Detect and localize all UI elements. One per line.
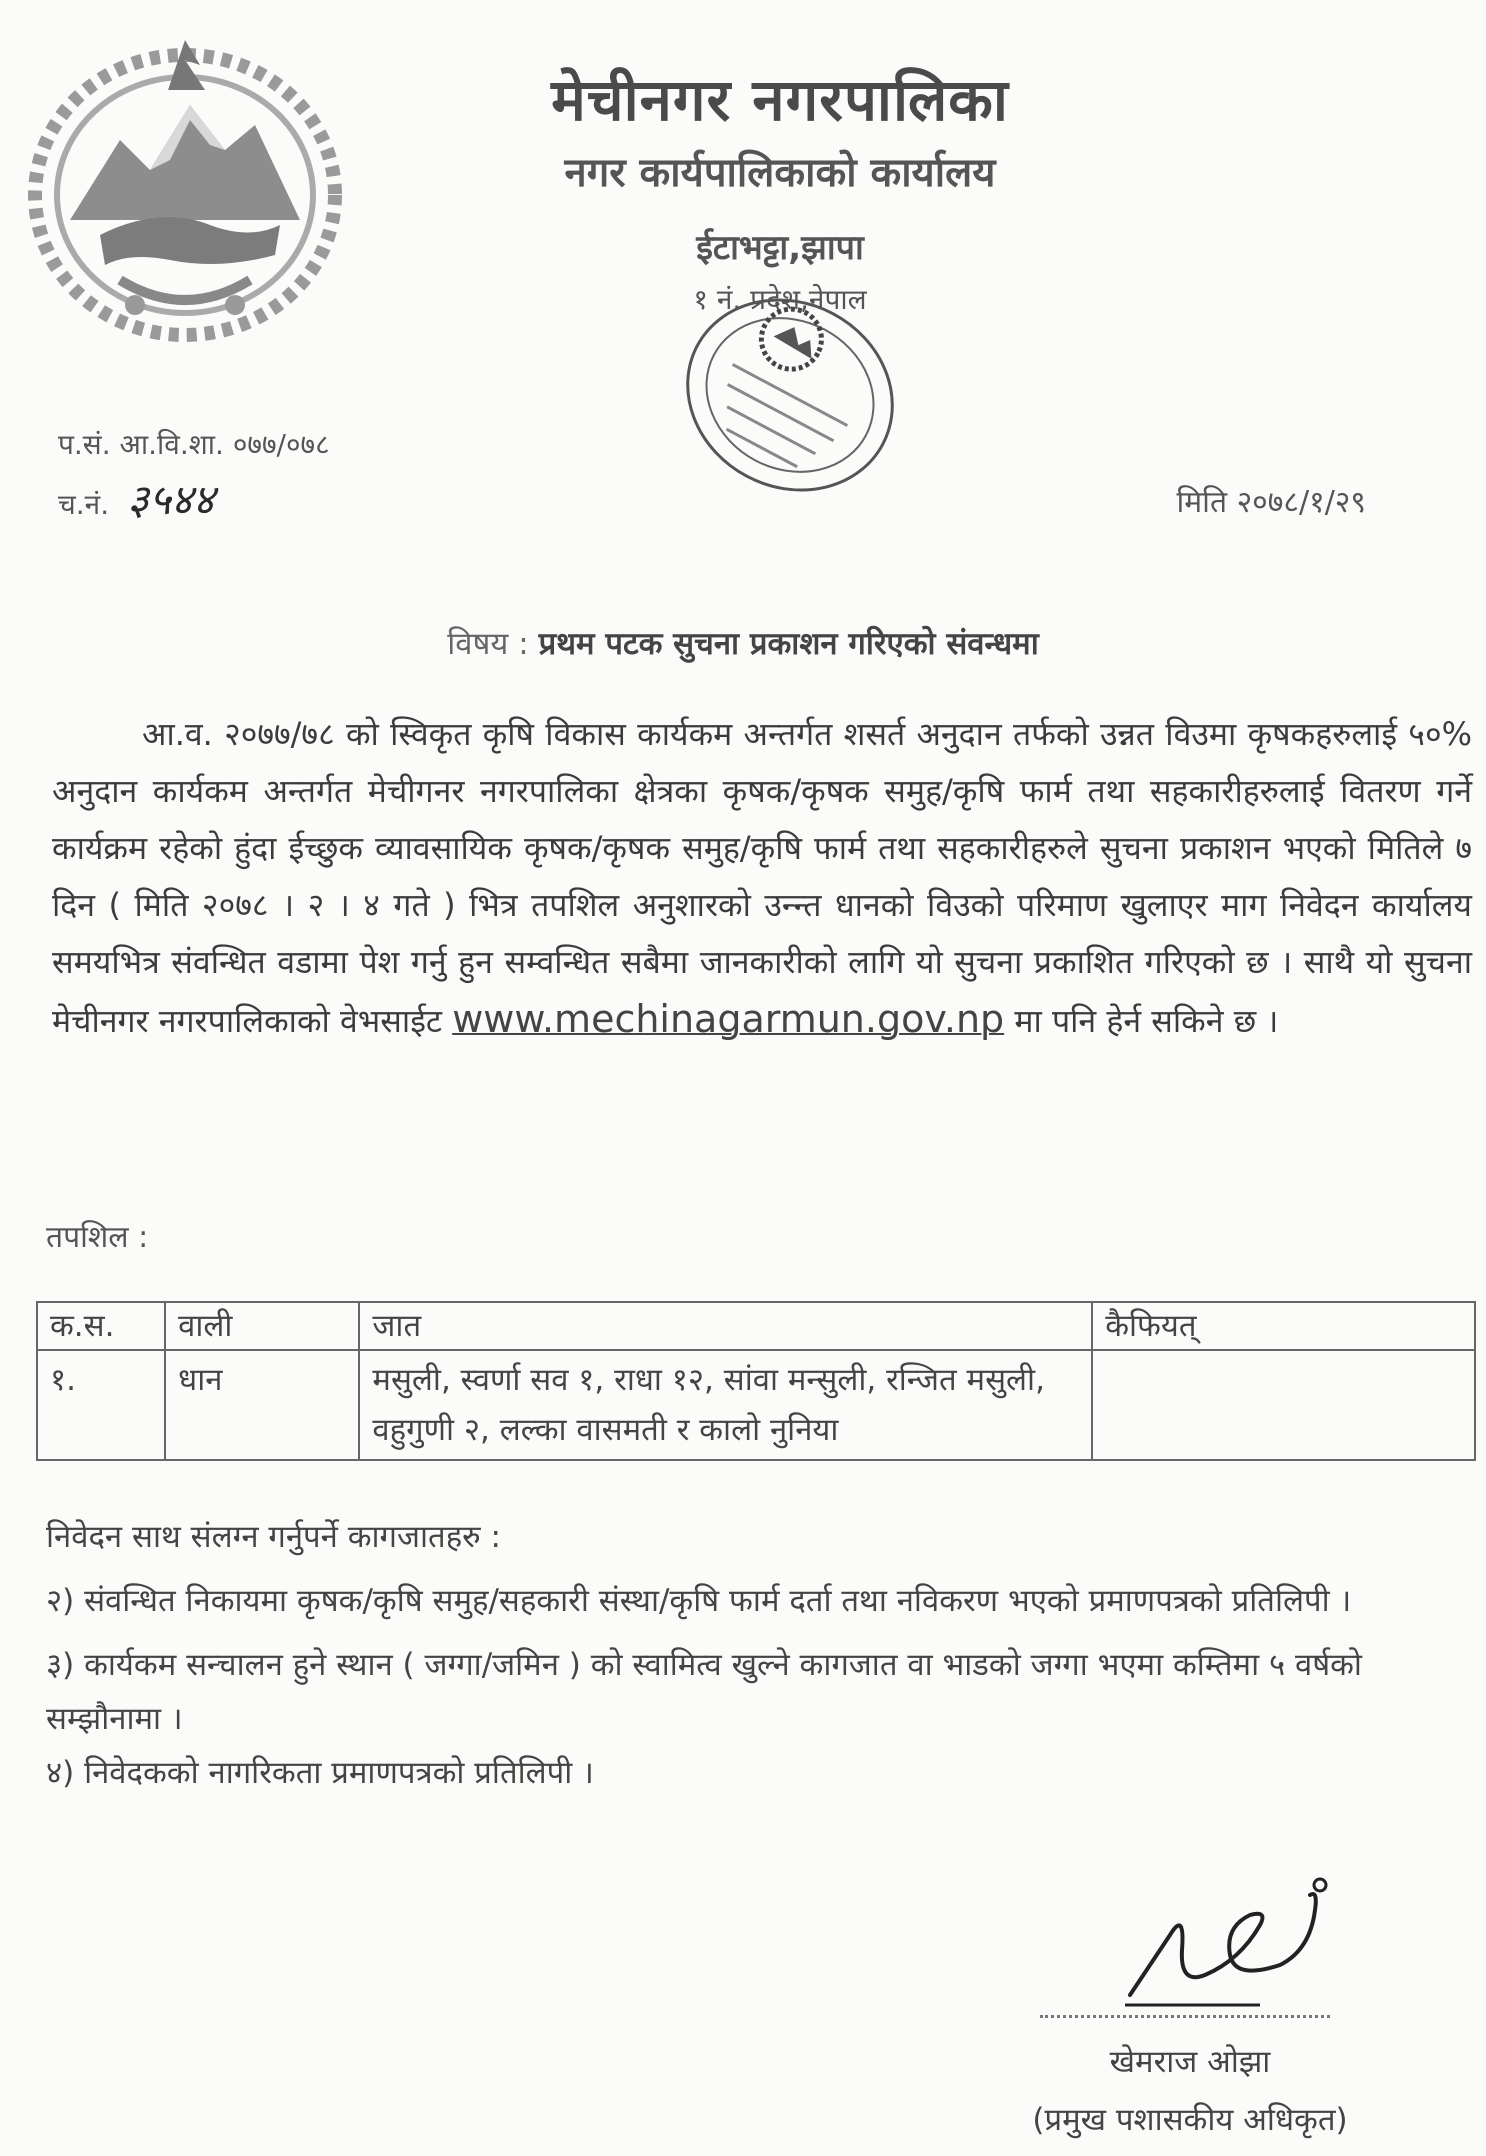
cell-crop: धान	[165, 1350, 359, 1460]
office-province: १ नं. प्रदेश,नेपाल	[693, 283, 867, 316]
body-tail: मा पनि हेर्न सकिने छ ।	[1014, 1002, 1279, 1040]
signatory-title: (प्रमुख पशासकीय अधिकृत)	[1032, 2102, 1348, 2138]
dispatch-number	[58, 470, 215, 527]
subject-label: विषय :	[447, 626, 529, 662]
document-item: ३) कार्यकम सन्चालन हुने स्थान ( जग्गा/जमिन ) को स्वामित्व खुल्ने कागजात वा भाडको जग्गा भएमा कम्तिमा ५ वर्षको सम्झौनामा ।	[46, 1647, 1362, 1737]
letterhead	[420, 60, 1140, 320]
office-address: ईटाभट्टा,झापा	[696, 228, 864, 268]
cell-remarks	[1092, 1350, 1475, 1460]
header-variety: जात	[359, 1302, 1092, 1350]
notice-body	[52, 706, 1472, 1050]
documents-heading: निवेदन साथ संलग्न गर्नुपर्ने कागजातहरु :	[46, 1519, 501, 1555]
signature-icon	[1110, 1855, 1350, 2015]
document-item: २) संवन्धित निकायमा कृषक/कृषि समुह/सहकारी संस्था/कृषि फार्म दर्ता तथा नविकरण भएको प्रमाणपत्रको प्रतिलिपी ।	[46, 1583, 1352, 1619]
subject-text: प्रथम पटक सुचना प्रकाशन गरिएको संवन्धमा	[538, 626, 1039, 662]
signature-line	[1040, 2015, 1330, 2018]
required-documents	[46, 1510, 1466, 1800]
office-stamp-icon	[670, 285, 910, 505]
details-heading: तपशिल :	[46, 1220, 149, 1255]
header-crop: वाली	[165, 1302, 359, 1350]
cell-serial: १.	[37, 1350, 165, 1460]
nepal-emblem-icon	[10, 20, 360, 350]
signatory-name: खेमराज ओझा	[1109, 2044, 1271, 2080]
body-paragraph: आ.व. २०७७/७८ को स्विकृत कृषि विकास कार्यकम अन्तर्गत शसर्त अनुदान तर्फको उन्नत विउमा कृषकहरुलाई ५०% अनुदान कार्यकम अन्तर्गत मेचीगनर नगरपालिका क्षेत्रका कृषक/कृषक समुह/कृषि फार्म तथा सहकारीहरुलाई वितरण गर्ने कार्यक्रम रहेको हुंदा ईच्छुक व्यावसायिक कृषक/कृषक समुह/कृषि फार्म तथा सहकारीहरुले सुचना प्रकाशन भएको मितिले ७ दिन ( मिति २०७८ । २ । ४ गते ) भित्र तपशिल अनुशारको उन्न्त धानको विउको परिमाण खुलाएर माग निवेदन कार्यालय समयभित्र संवन्धित वडामा पेश गर्नु हुन सम्वन्धित सबैमा जानकारीको लागि यो सुचना प्रकाशित गरिएको छ । साथै यो सुचना मेचीनगर नगरपालिकाको वेभसाईट	[52, 715, 1472, 1040]
header-remarks: कैफियत्	[1092, 1302, 1475, 1350]
website-link[interactable]: www.mechinagarmun.gov.np	[452, 997, 1005, 1041]
table-header-row	[37, 1302, 1475, 1350]
dispatch-value: ३५४४	[127, 475, 215, 524]
office-name: मेचीनगर नगरपालिका	[551, 66, 1009, 134]
cell-varieties: मसुली, स्वर्णा सव १, राधा १२, सांवा मन्सुली, रन्जित मसुली, वहुगुणी २, लल्का वासमती र कालो नुनिया	[359, 1350, 1092, 1460]
document-item: ४) निवेदकको नागरिकता प्रमाणपत्रको प्रतिलिपी ।	[46, 1755, 594, 1791]
reference-number: प.सं. आ.वि.शा. ०७७/०७८	[58, 428, 330, 461]
header-serial: क.स.	[37, 1302, 165, 1350]
details-table	[36, 1301, 1476, 1461]
table-row	[37, 1350, 1475, 1460]
subject-line	[0, 622, 1486, 664]
dispatch-label: च.नं.	[58, 488, 110, 521]
letter-date: मिति २०७८/१/२९	[1176, 485, 1366, 520]
office-subtitle: नगर कार्यपालिकाको कार्यालय	[564, 150, 996, 196]
